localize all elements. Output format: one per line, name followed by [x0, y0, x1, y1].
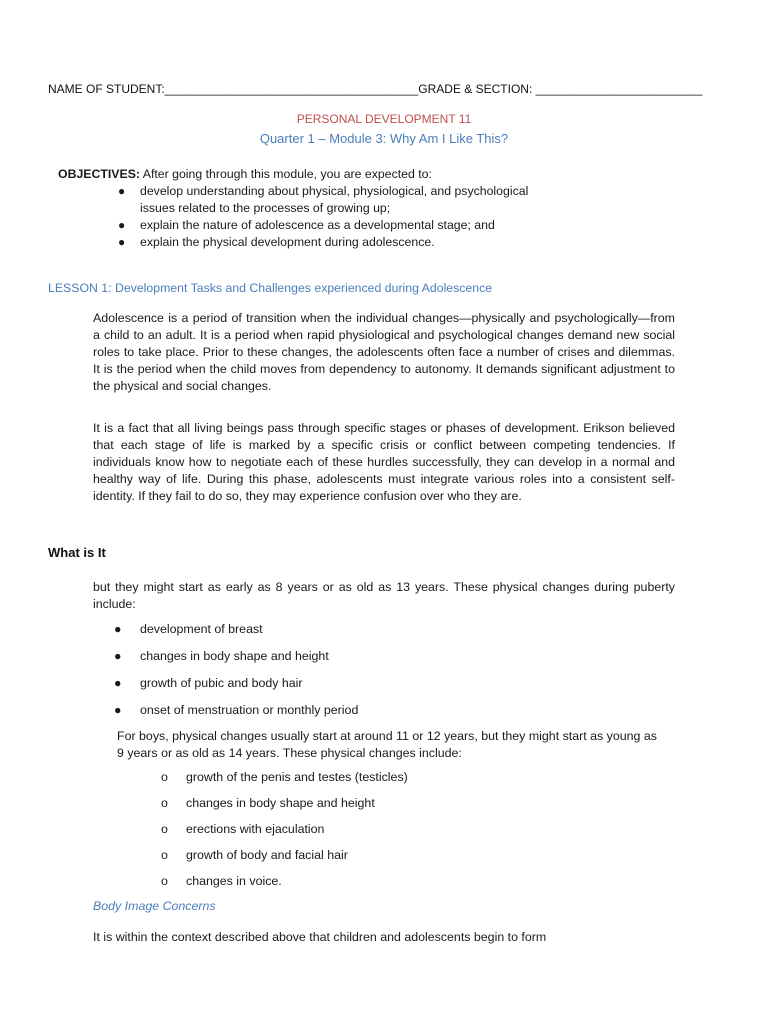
circle-bullet-icon: o — [161, 822, 168, 836]
body-image-heading: Body Image Concerns — [93, 899, 216, 913]
objective-text: explain the physical development during adolescence. — [140, 235, 435, 249]
list-item-text: growth of pubic and body hair — [140, 676, 303, 690]
bullet-icon: ● — [118, 235, 126, 249]
bullet-icon: ● — [114, 676, 122, 690]
list-item-text: changes in body shape and height — [186, 796, 375, 810]
what-is-it-heading: What is It — [48, 545, 106, 560]
objectives-section — [58, 166, 698, 251]
circle-bullet-icon: o — [161, 796, 168, 810]
list-item-text: changes in voice. — [186, 874, 282, 888]
objective-text: explain the nature of adolescence as a developmental stage; and — [140, 218, 495, 232]
body-image-paragraph: It is within the context described above that children and adolescents begin to form — [93, 930, 547, 944]
list-item-text: erections with ejaculation — [186, 822, 325, 836]
objective-text: issues related to the processes of growing up; — [140, 201, 391, 215]
course-title: PERSONAL DEVELOPMENT 11 — [296, 112, 472, 126]
list-item-text: development of breast — [140, 622, 263, 636]
bullet-icon: ● — [118, 218, 126, 232]
circle-bullet-icon: o — [161, 770, 168, 784]
list-item-text: growth of the penis and testes (testicles) — [186, 770, 408, 784]
list-item-text: onset of menstruation or monthly period — [140, 703, 359, 717]
module-title: Quarter 1 – Module 3: Why Am I Like This? — [259, 131, 509, 146]
boys-intro-paragraph: For boys, physical changes usually start at around 11 or 12 years, but they might start as young as 9 years or as old as 14 years. These physical changes include: — [117, 729, 657, 761]
lesson-paragraph-2: It is a fact that all living beings pass through specific stages or phases of development. Erikson believed that each stage of life is marked by a specific crisis or conflict between competing tendencies. If individuals know how to negotiate each of these hurdles successfully, they can develop in a normal and healthy way of life. During this phase, adolescents must integrate various roles into a consistent self- identity. If they fail to do so, they may experience confusion over who they are. — [93, 421, 675, 504]
puberty-intro-paragraph: but they might start as early as 8 years or as old as 13 years. These physical changes during puberty include: — [93, 580, 675, 612]
bullet-icon: ● — [114, 622, 122, 636]
objectives-label: OBJECTIVES: — [58, 167, 140, 181]
lesson-title: LESSON 1: Development Tasks and Challenges experienced during Adolescence — [48, 281, 493, 295]
objective-item — [58, 234, 698, 251]
circle-bullet-icon: o — [161, 848, 168, 862]
bullet-icon: ● — [114, 703, 122, 717]
bullet-icon: ● — [114, 649, 122, 663]
student-info-line: NAME OF STUDENT:______________________________________GRADE & SECTION: _________________________ — [48, 82, 703, 96]
objectives-intro: After going through this module, you are expected to: — [140, 167, 432, 181]
bullet-icon: ● — [118, 184, 126, 198]
objective-text: develop understanding about physical, physiological, and psychological — [140, 184, 529, 198]
list-item-text: changes in body shape and height — [140, 649, 329, 663]
objectives-list — [58, 183, 698, 251]
objective-item — [58, 217, 698, 234]
circle-bullet-icon: o — [161, 874, 168, 888]
list-item-text: growth of body and facial hair — [186, 848, 348, 862]
objective-item — [58, 183, 698, 217]
lesson-paragraph-1: Adolescence is a period of transition when the individual changes—physically and psychologically—from a child to an adult. It is a period when rapid physiological and psychological changes demand new social roles to take place. Prior to these changes, the adolescents often face a number of crises and dilemmas. It is the period when the child moves from dependency to autonomy. It demands significant adjustment to the physical and social changes. — [93, 311, 675, 394]
objectives-lead — [58, 166, 698, 183]
